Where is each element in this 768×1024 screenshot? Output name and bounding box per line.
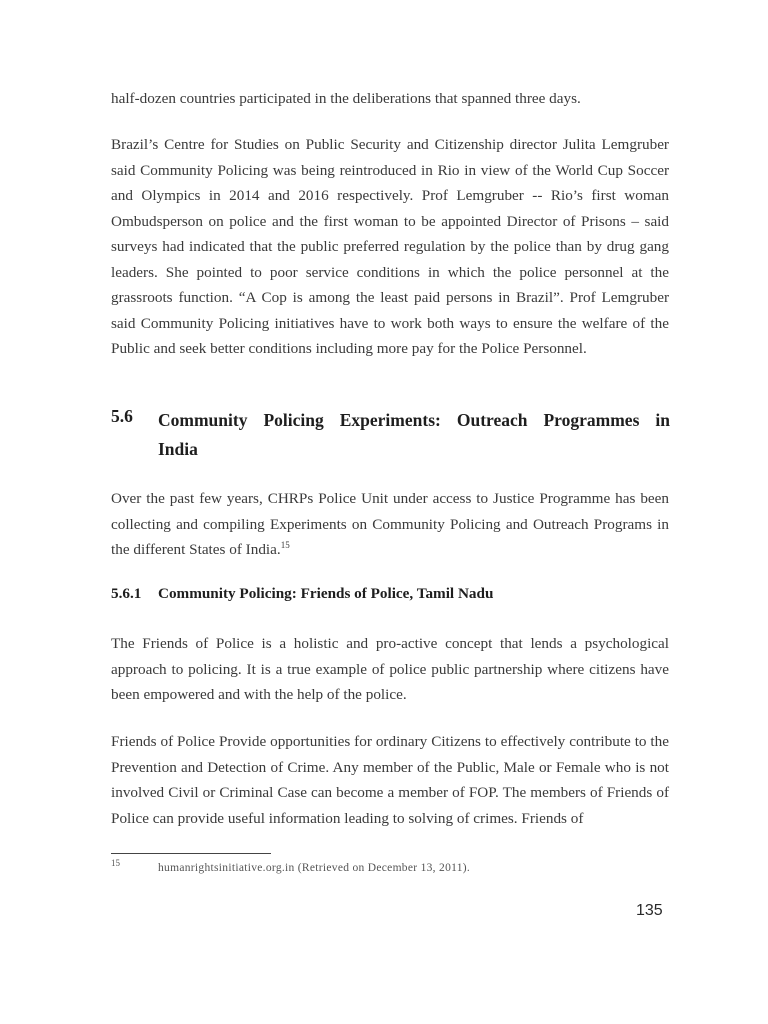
section-number: 5.6 — [111, 406, 133, 426]
footnote-reference: 15 — [280, 540, 290, 550]
page-number: 135 — [636, 902, 663, 919]
paragraph-friends-of-police-concept: The Friends of Police is a holistic and pro-active concept that lends a psychological approach to policing. It is a true example of police public partnership where citizens have been empowered and with the help of the police. — [111, 635, 669, 703]
section-title-line2: India — [158, 439, 198, 459]
footnote-text: humanrightsinitiative.org.in (Retrieved on December 13, 2011). — [158, 862, 471, 874]
paragraph-chrp-overview — [111, 486, 669, 563]
footnote-mark: 15 — [111, 858, 120, 868]
paragraph-friends-of-police-opportunities: Friends of Police Provide opportunities for ordinary Citizens to effectively contribute to the Prevention and Detection of Crime. Any member of the Public, Male or Female who is not involved Civil or Criminal Case can become a member of FOP. The members of Friends of Police can provide useful information leading to solving of crimes. Friends of — [111, 733, 669, 827]
section-title — [158, 406, 670, 464]
paragraph-brazil-lemgruber: Brazil’s Centre for Studies on Public Security and Citizenship director Julita Lemgruber said Community Policing was being reintroduced in Rio in view of the World Cup Soccer and Olympics in 2014 and 2016 respectively. Prof Lemgruber -- Rio’s first woman Ombudsperson on police and the first woman to be appointed Director of Prisons – said surveys had indicated that the public preferred regulation by the police than by drug gang leaders. She pointed to poor service conditions in which the police personnel at the grassroots function. “A Cop is among the least paid persons in Brazil”. Prof Lemgruber said Community Policing initiatives have to work both ways to ensure the welfare of the Public and seek better conditions including more pay for the Police Personnel. — [111, 136, 669, 357]
subsection-number: 5.6.1 — [111, 585, 142, 602]
subsection-title: Community Policing: Friends of Police, Tamil Nadu — [158, 585, 494, 602]
paragraph-chrp-text: Over the past few years, CHRPs Police Unit under access to Justice Programme has been collecting and compiling Experiments on Community Policing and Outreach Programs in the different States of India. — [111, 490, 669, 558]
paragraph-continuation: half-dozen countries participated in the deliberations that spanned three days. — [111, 90, 581, 107]
section-title-line1: Community Policing Experiments: Outreach Programmes in — [158, 410, 670, 430]
footnote-divider — [111, 853, 271, 854]
